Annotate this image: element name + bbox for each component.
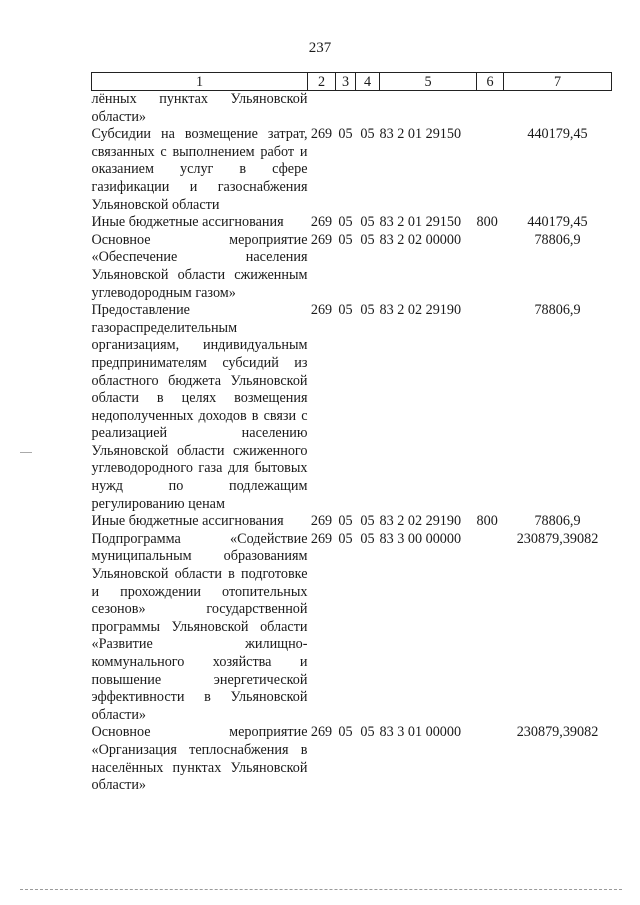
row-subsection-code: 05 bbox=[360, 126, 375, 143]
header-col-6: 6 bbox=[477, 73, 504, 91]
row-expense-type bbox=[477, 126, 504, 214]
row-amount: 78806,9 bbox=[534, 302, 581, 319]
page-bottom-rule bbox=[20, 889, 622, 890]
row-amount: 78806,9 bbox=[534, 513, 581, 530]
page-number: 237 bbox=[308, 40, 332, 56]
row-ministry-code: 269 bbox=[310, 231, 333, 248]
row-target-code: 83 2 02 00000 bbox=[379, 231, 462, 248]
row-name: Подпрограмма «Содействие муниципальным образованиям Ульяновской области в подготовке и прохождении отопительных сезонов» государственной программы Ульяновской области «Развитие жилищно-коммунального хозяйства и повышение энергетической эффективности в Ульяновской области» bbox=[91, 530, 308, 723]
row-name: Иные бюджетные ассигнования bbox=[91, 214, 284, 231]
row-expense-type bbox=[477, 724, 504, 794]
row-amount: 230879,39082 bbox=[516, 724, 599, 741]
row-ministry-code: 269 bbox=[310, 530, 333, 547]
row-name: Основное мероприятие «Обеспечение населения Ульяновской области сжиженным углеводородным газом» bbox=[91, 231, 308, 301]
row-section-code: 05 bbox=[338, 513, 353, 530]
row-subsection-code: 05 bbox=[360, 724, 375, 741]
row-subsection-code: 05 bbox=[360, 530, 375, 547]
row-name: лённых пунктах Ульяновской области» bbox=[91, 91, 308, 125]
row-ministry-code: 269 bbox=[310, 302, 333, 319]
table-row bbox=[92, 232, 612, 302]
row-name: Предоставление газораспределительным организациям, индивидуальным предпринимателям субсидий из областного бюджета Ульяновской области в целях возмещения недополученных доходов в связи с реализацией населению Ульяновской области сжиженного углеводородного газа для бытовых нужд по подлежащим регулированию ценам bbox=[91, 302, 308, 512]
row-expense-type bbox=[477, 91, 504, 127]
scan-mark bbox=[20, 452, 32, 453]
row-target-code: 83 2 01 29150 bbox=[379, 214, 462, 231]
row-target-code: 83 3 00 00000 bbox=[379, 530, 462, 547]
row-section-code: 05 bbox=[338, 302, 353, 319]
row-name: Иные бюджетные ассигнования bbox=[91, 513, 284, 530]
row-section-code: 05 bbox=[338, 126, 353, 143]
row-amount: 440179,45 bbox=[527, 126, 588, 143]
row-amount: 440179,45 bbox=[527, 214, 588, 231]
row-target-code: 83 2 02 29190 bbox=[379, 302, 462, 319]
row-amount: 230879,39082 bbox=[516, 530, 599, 547]
row-expense-type bbox=[477, 302, 504, 513]
table-row bbox=[92, 531, 612, 725]
table-row bbox=[92, 302, 612, 513]
row-subsection-code: 05 bbox=[360, 214, 375, 231]
row-target-code bbox=[380, 91, 477, 127]
row-ministry-code: 269 bbox=[310, 513, 333, 530]
row-target-code: 83 2 02 29190 bbox=[379, 513, 462, 530]
header-col-7: 7 bbox=[504, 73, 612, 91]
row-section-code bbox=[336, 91, 356, 127]
row-name: Субсидии на возмещение затрат, связанных с выполнением работ и оказанием услуг в сфере газификации и газоснабжения Ульяновской области bbox=[91, 126, 308, 213]
row-subsection-code: 05 bbox=[360, 302, 375, 319]
row-ministry-code: 269 bbox=[310, 126, 333, 143]
header-row bbox=[92, 73, 612, 91]
row-expense-type bbox=[477, 531, 504, 725]
row-amount bbox=[504, 91, 612, 127]
row-ministry-code: 269 bbox=[310, 724, 333, 741]
table-row bbox=[92, 214, 612, 232]
budget-table bbox=[91, 72, 612, 795]
row-ministry-code: 269 bbox=[310, 214, 333, 231]
table-row bbox=[92, 513, 612, 531]
header-col-3: 3 bbox=[336, 73, 356, 91]
header-col-2: 2 bbox=[308, 73, 336, 91]
row-expense-type bbox=[477, 232, 504, 302]
header-col-5: 5 bbox=[380, 73, 477, 91]
row-section-code: 05 bbox=[338, 214, 353, 231]
row-section-code: 05 bbox=[338, 231, 353, 248]
row-ministry-code bbox=[308, 91, 336, 127]
row-target-code: 83 2 01 29150 bbox=[379, 126, 462, 143]
row-amount: 78806,9 bbox=[534, 231, 581, 248]
row-section-code: 05 bbox=[338, 530, 353, 547]
row-subsection-code bbox=[356, 91, 380, 127]
table-row bbox=[92, 91, 612, 127]
row-name: Основное мероприятие «Организация теплоснабжения в населённых пунктах Ульяновской области» bbox=[91, 724, 308, 794]
table-row bbox=[92, 126, 612, 214]
header-col-4: 4 bbox=[356, 73, 380, 91]
row-subsection-code: 05 bbox=[360, 513, 375, 530]
row-section-code: 05 bbox=[338, 724, 353, 741]
row-subsection-code: 05 bbox=[360, 231, 375, 248]
table-row bbox=[92, 724, 612, 794]
row-target-code: 83 3 01 00000 bbox=[379, 724, 462, 741]
header-col-1: 1 bbox=[92, 73, 308, 91]
row-expense-type: 800 bbox=[476, 513, 498, 530]
row-expense-type: 800 bbox=[476, 214, 498, 231]
